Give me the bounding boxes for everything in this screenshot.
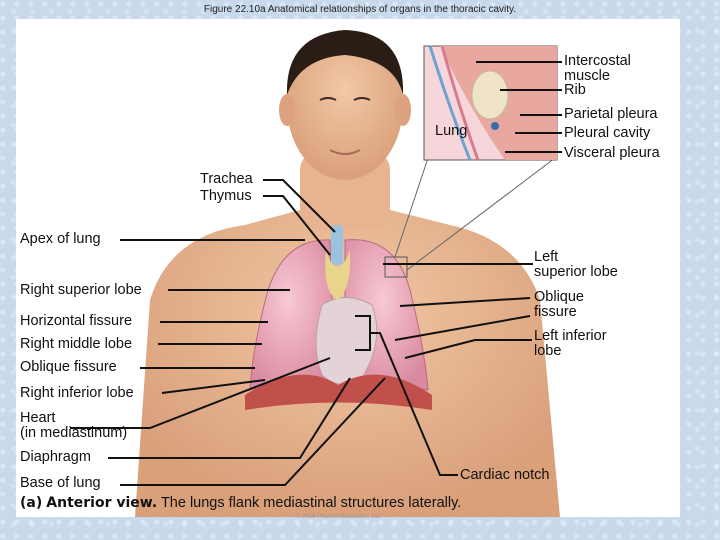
caption-panel-letter: (a) — [20, 495, 43, 511]
caption-text: The lungs flank mediastinal structures laterally. — [160, 495, 462, 511]
label-left-inferior-lobe: Left inferior lobe — [534, 328, 607, 359]
label-cardiac-notch: Cardiac notch — [460, 467, 550, 483]
label-apex-of-lung: Apex of lung — [20, 231, 101, 247]
label-base-of-lung: Base of lung — [20, 475, 101, 491]
label-horizontal-fissure: Horizontal fissure — [20, 313, 133, 329]
label-heart: Heart (in mediastinum) — [20, 410, 128, 441]
label-lung-inset: Lung — [435, 123, 468, 139]
label-oblique-fissure-right: Oblique fissure — [20, 359, 117, 375]
label-right-inferior-lobe: Right inferior lobe — [20, 385, 134, 401]
label-visceral-pleura: Visceral pleura — [564, 145, 660, 161]
caption-view: Anterior view. — [46, 495, 158, 511]
copyright-text: © 2016 Pearson Education, Inc. — [296, 514, 381, 520]
label-oblique-fissure-left: Oblique fissure — [534, 289, 584, 320]
label-left-superior-lobe: Left superior lobe — [534, 249, 618, 280]
label-right-superior-lobe: Right superior lobe — [20, 282, 142, 298]
label-pleural-cavity: Pleural cavity — [564, 125, 651, 141]
label-rib: Rib — [564, 82, 586, 98]
figure-title: Figure 22.10a Anatomical relationships of organs in the thoracic cavity. — [203, 4, 517, 15]
pleura-inset — [424, 46, 557, 160]
figure-caption — [20, 495, 461, 511]
label-trachea: Trachea — [200, 171, 253, 187]
label-thymus: Thymus — [200, 188, 252, 204]
label-parietal-pleura: Parietal pleura — [564, 106, 658, 122]
label-intercostal-muscle: Intercostal muscle — [564, 53, 631, 84]
label-right-middle-lobe: Right middle lobe — [20, 336, 133, 352]
label-diaphragm: Diaphragm — [20, 449, 91, 465]
